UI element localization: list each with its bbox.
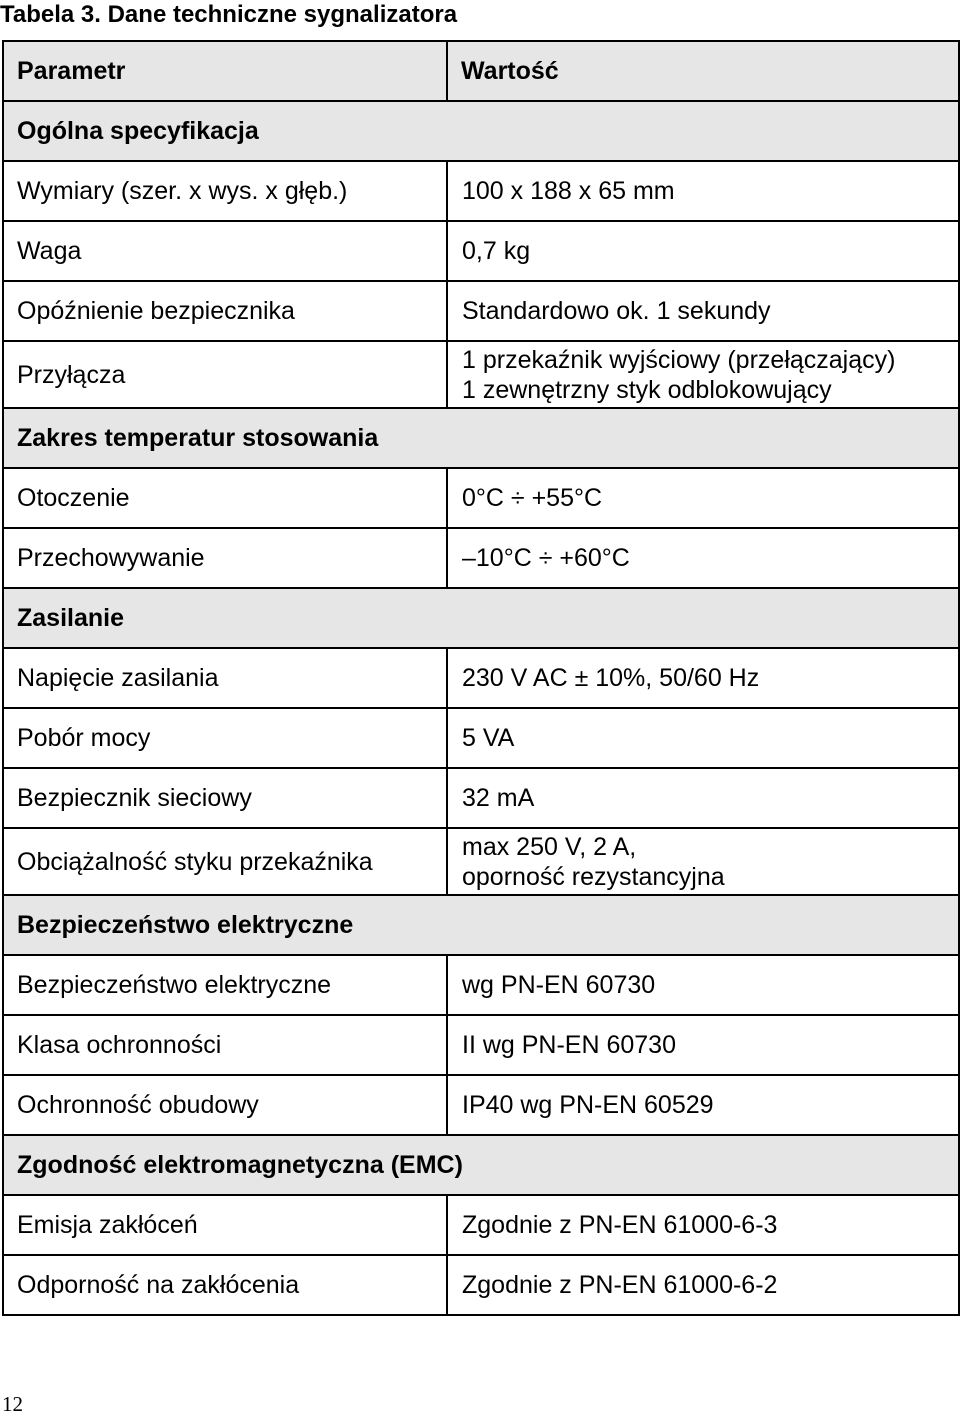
table-row [3,161,959,221]
value-cell-fuse-delay: Standardowo ok. 1 sekundy [447,281,959,341]
value-cell-storage: –10°C ÷ +60°C [447,528,959,588]
table-row [3,1195,959,1255]
table-row [3,528,959,588]
param-cell-mains-fuse: Bezpiecznik sieciowy [3,768,447,828]
table-row [3,648,959,708]
section-row-general [3,101,959,161]
param-cell-emission: Emisja zakłóceń [3,1195,447,1255]
section-row-electrical-safety [3,895,959,955]
section-title-temperature: Zakres temperatur stosowania [3,408,959,468]
param-cell-electrical-safety: Bezpieczeństwo elektryczne [3,955,447,1015]
table-row [3,955,959,1015]
section-row-temperature [3,408,959,468]
table-caption: Tabela 3. Dane techniczne sygnalizatora [0,1,458,28]
value-cell-electrical-safety: wg PN-EN 60730 [447,955,959,1015]
param-cell-connections: Przyłącza [3,341,447,408]
table-row [3,1015,959,1075]
value-line: oporność rezystancyjna [462,862,725,891]
section-title-emc: Zgodność elektromagnetyczna (EMC) [3,1135,959,1195]
table-header-row [3,41,959,101]
table-row [3,768,959,828]
table-row [3,708,959,768]
section-row-emc [3,1135,959,1195]
param-cell-protection-class: Klasa ochronności [3,1015,447,1075]
value-cell-mains-fuse: 32 mA [447,768,959,828]
value-cell-relay-load [447,828,959,895]
param-cell-fuse-delay: Opóźnienie bezpiecznika [3,281,447,341]
value-cell-enclosure: IP40 wg PN-EN 60529 [447,1075,959,1135]
value-line: 1 przekaźnik wyjściowy (przełączający) [462,345,896,374]
value-line: 1 zewnętrzny styk odblokowujący [462,375,832,404]
param-cell-dimensions: Wymiary (szer. x wys. x głęb.) [3,161,447,221]
table-row [3,468,959,528]
technical-data-table [2,40,960,1316]
table-row [3,1075,959,1135]
header-value: Wartość [447,41,959,101]
table-row [3,828,959,895]
section-title-electrical-safety: Bezpieczeństwo elektryczne [3,895,959,955]
param-cell-relay-load: Obciążalność styku przekaźnika [3,828,447,895]
header-param: Parametr [3,41,447,101]
value-cell-supply-voltage: 230 V AC ± 10%, 50/60 Hz [447,648,959,708]
value-cell-immunity: Zgodnie z PN-EN 61000-6-2 [447,1255,959,1315]
value-cell-protection-class: II wg PN-EN 60730 [447,1015,959,1075]
value-cell-weight: 0,7 kg [447,221,959,281]
table-row [3,1255,959,1315]
section-row-power [3,588,959,648]
param-cell-ambient: Otoczenie [3,468,447,528]
table-row [3,281,959,341]
section-title-power: Zasilanie [3,588,959,648]
param-cell-storage: Przechowywanie [3,528,447,588]
table-row [3,341,959,408]
value-line: max 250 V, 2 A, [462,832,637,861]
value-cell-connections [447,341,959,408]
param-cell-enclosure: Ochronność obudowy [3,1075,447,1135]
param-cell-supply-voltage: Napięcie zasilania [3,648,447,708]
value-cell-dimensions: 100 x 188 x 65 mm [447,161,959,221]
value-cell-ambient: 0°C ÷ +55°C [447,468,959,528]
page-number: 12 [2,1392,23,1416]
value-cell-emission: Zgodnie z PN-EN 61000-6-3 [447,1195,959,1255]
param-cell-immunity: Odporność na zakłócenia [3,1255,447,1315]
section-title-general: Ogólna specyfikacja [3,101,959,161]
value-cell-power-consumption: 5 VA [447,708,959,768]
table-row [3,221,959,281]
param-cell-weight: Waga [3,221,447,281]
param-cell-power-consumption: Pobór mocy [3,708,447,768]
